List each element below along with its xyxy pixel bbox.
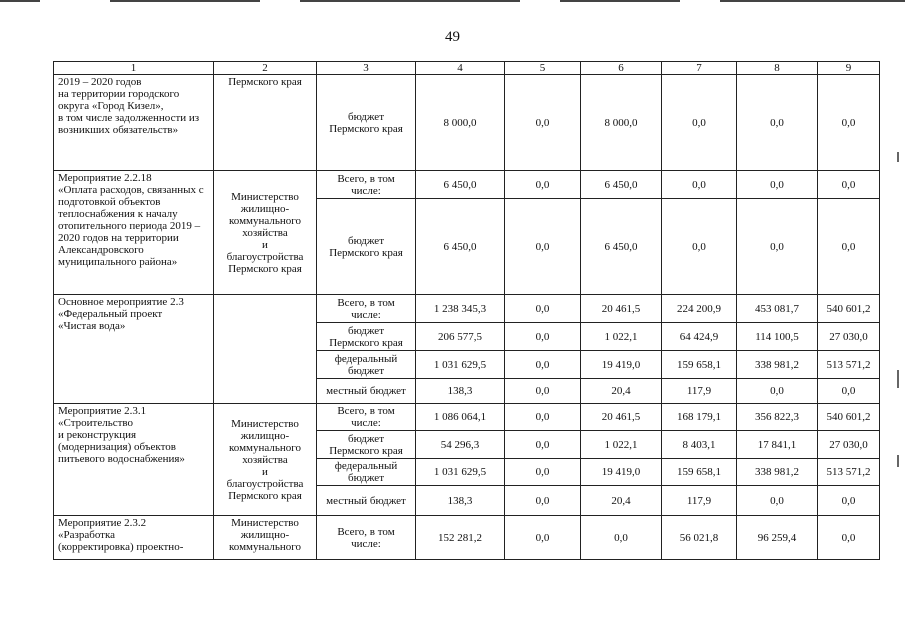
activity-name-cell: 2019 – 2020 годов на территории городского округа «Город Кизел», в том числе задолженности из возникших обязательств» <box>54 75 214 171</box>
column-number: 8 <box>737 62 818 75</box>
value-cell: 138,3 <box>416 379 505 404</box>
column-number: 7 <box>662 62 737 75</box>
funding-source-cell: бюджет Пермского края <box>317 75 416 171</box>
value-cell: 0,0 <box>505 379 581 404</box>
value-cell: 540 601,2 <box>818 404 880 431</box>
value-cell: 540 601,2 <box>818 295 880 323</box>
value-cell: 0,0 <box>505 459 581 486</box>
funding-source-cell: Всего, в том числе: <box>317 404 416 431</box>
value-cell: 0,0 <box>505 171 581 199</box>
value-cell: 0,0 <box>737 199 818 295</box>
value-cell: 17 841,1 <box>737 431 818 459</box>
value-cell: 8 000,0 <box>581 75 662 171</box>
value-cell: 0,0 <box>662 171 737 199</box>
funding-source-cell: Всего, в том числе: <box>317 171 416 199</box>
column-number: 3 <box>317 62 416 75</box>
value-cell: 0,0 <box>818 486 880 516</box>
table-row <box>54 295 880 323</box>
value-cell: 356 822,3 <box>737 404 818 431</box>
scan-top-edge <box>0 0 905 3</box>
funding-source-cell: Всего, в том числе: <box>317 516 416 560</box>
funding-source-cell: местный бюджет <box>317 486 416 516</box>
value-cell: 0,0 <box>505 516 581 560</box>
value-cell: 159 658,1 <box>662 351 737 379</box>
value-cell: 6 450,0 <box>416 171 505 199</box>
executor-cell: Министерство жилищно- коммунального хозяйства и благоустройства Пермского края <box>214 404 317 516</box>
value-cell: 19 419,0 <box>581 459 662 486</box>
value-cell: 453 081,7 <box>737 295 818 323</box>
executor-cell: Пермского края <box>214 75 317 171</box>
value-cell: 0,0 <box>737 379 818 404</box>
value-cell: 0,0 <box>737 75 818 171</box>
executor-cell: Министерство жилищно- коммунального хозяйства и благоустройства Пермского края <box>214 171 317 295</box>
table-row <box>54 75 880 171</box>
value-cell: 0,0 <box>737 486 818 516</box>
activity-name-cell: Мероприятие 2.3.1 «Строительство и реконструкция (модернизация) объектов питьевого водоснабжения» <box>54 404 214 516</box>
value-cell: 117,9 <box>662 486 737 516</box>
value-cell: 0,0 <box>505 486 581 516</box>
value-cell: 0,0 <box>505 295 581 323</box>
executor-cell <box>214 295 317 404</box>
executor-cell: Министерство жилищно- коммунального <box>214 516 317 560</box>
value-cell: 1 022,1 <box>581 431 662 459</box>
value-cell: 159 658,1 <box>662 459 737 486</box>
activity-name-cell: Мероприятие 2.2.18 «Оплата расходов, связанных с подготовкой объектов теплоснабжения к началу отопительного периода 2019 – 2020 годов на территории Александровского муниципального района» <box>54 171 214 295</box>
value-cell: 0,0 <box>818 171 880 199</box>
column-number: 5 <box>505 62 581 75</box>
page-number: 49 <box>445 29 460 45</box>
value-cell: 117,9 <box>662 379 737 404</box>
value-cell: 20 461,5 <box>581 295 662 323</box>
value-cell: 19 419,0 <box>581 351 662 379</box>
value-cell: 513 571,2 <box>818 351 880 379</box>
value-cell: 8 000,0 <box>416 75 505 171</box>
value-cell: 6 450,0 <box>581 171 662 199</box>
activity-name-cell: Основное мероприятие 2.3 «Федеральный проект «Чистая вода» <box>54 295 214 404</box>
value-cell: 8 403,1 <box>662 431 737 459</box>
value-cell: 56 021,8 <box>662 516 737 560</box>
column-number: 1 <box>54 62 214 75</box>
value-cell: 0,0 <box>818 75 880 171</box>
value-cell: 6 450,0 <box>416 199 505 295</box>
value-cell: 64 424,9 <box>662 323 737 351</box>
funding-source-cell: бюджет Пермского края <box>317 199 416 295</box>
value-cell: 1 238 345,3 <box>416 295 505 323</box>
table-row <box>54 404 880 431</box>
value-cell: 20,4 <box>581 486 662 516</box>
value-cell: 138,3 <box>416 486 505 516</box>
value-cell: 513 571,2 <box>818 459 880 486</box>
budget-table <box>53 61 880 560</box>
funding-source-cell: бюджет Пермского края <box>317 323 416 351</box>
value-cell: 6 450,0 <box>581 199 662 295</box>
value-cell: 338 981,2 <box>737 351 818 379</box>
value-cell: 338 981,2 <box>737 459 818 486</box>
value-cell: 0,0 <box>818 379 880 404</box>
value-cell: 0,0 <box>505 431 581 459</box>
column-number-row <box>54 62 880 75</box>
value-cell: 27 030,0 <box>818 323 880 351</box>
value-cell: 114 100,5 <box>737 323 818 351</box>
funding-source-cell: местный бюджет <box>317 379 416 404</box>
value-cell: 224 200,9 <box>662 295 737 323</box>
value-cell: 96 259,4 <box>737 516 818 560</box>
funding-source-cell: бюджет Пермского края <box>317 431 416 459</box>
value-cell: 27 030,0 <box>818 431 880 459</box>
value-cell: 1 022,1 <box>581 323 662 351</box>
funding-source-cell: федеральный бюджет <box>317 351 416 379</box>
table-row <box>54 171 880 199</box>
value-cell: 1 031 629,5 <box>416 351 505 379</box>
value-cell: 0,0 <box>818 516 880 560</box>
value-cell: 206 577,5 <box>416 323 505 351</box>
value-cell: 0,0 <box>662 199 737 295</box>
table-row <box>54 516 880 560</box>
column-number: 4 <box>416 62 505 75</box>
value-cell: 0,0 <box>505 323 581 351</box>
column-number: 9 <box>818 62 880 75</box>
value-cell: 0,0 <box>505 404 581 431</box>
value-cell: 0,0 <box>737 171 818 199</box>
value-cell: 1 086 064,1 <box>416 404 505 431</box>
value-cell: 0,0 <box>818 199 880 295</box>
value-cell: 20 461,5 <box>581 404 662 431</box>
value-cell: 20,4 <box>581 379 662 404</box>
value-cell: 0,0 <box>505 75 581 171</box>
value-cell: 0,0 <box>581 516 662 560</box>
funding-source-cell: Всего, в том числе: <box>317 295 416 323</box>
activity-name-cell: Мероприятие 2.3.2 «Разработка (корректировка) проектно- <box>54 516 214 560</box>
value-cell: 168 179,1 <box>662 404 737 431</box>
value-cell: 152 281,2 <box>416 516 505 560</box>
value-cell: 0,0 <box>505 199 581 295</box>
value-cell: 0,0 <box>505 351 581 379</box>
value-cell: 54 296,3 <box>416 431 505 459</box>
funding-source-cell: федеральный бюджет <box>317 459 416 486</box>
value-cell: 0,0 <box>662 75 737 171</box>
column-number: 6 <box>581 62 662 75</box>
column-number: 2 <box>214 62 317 75</box>
value-cell: 1 031 629,5 <box>416 459 505 486</box>
